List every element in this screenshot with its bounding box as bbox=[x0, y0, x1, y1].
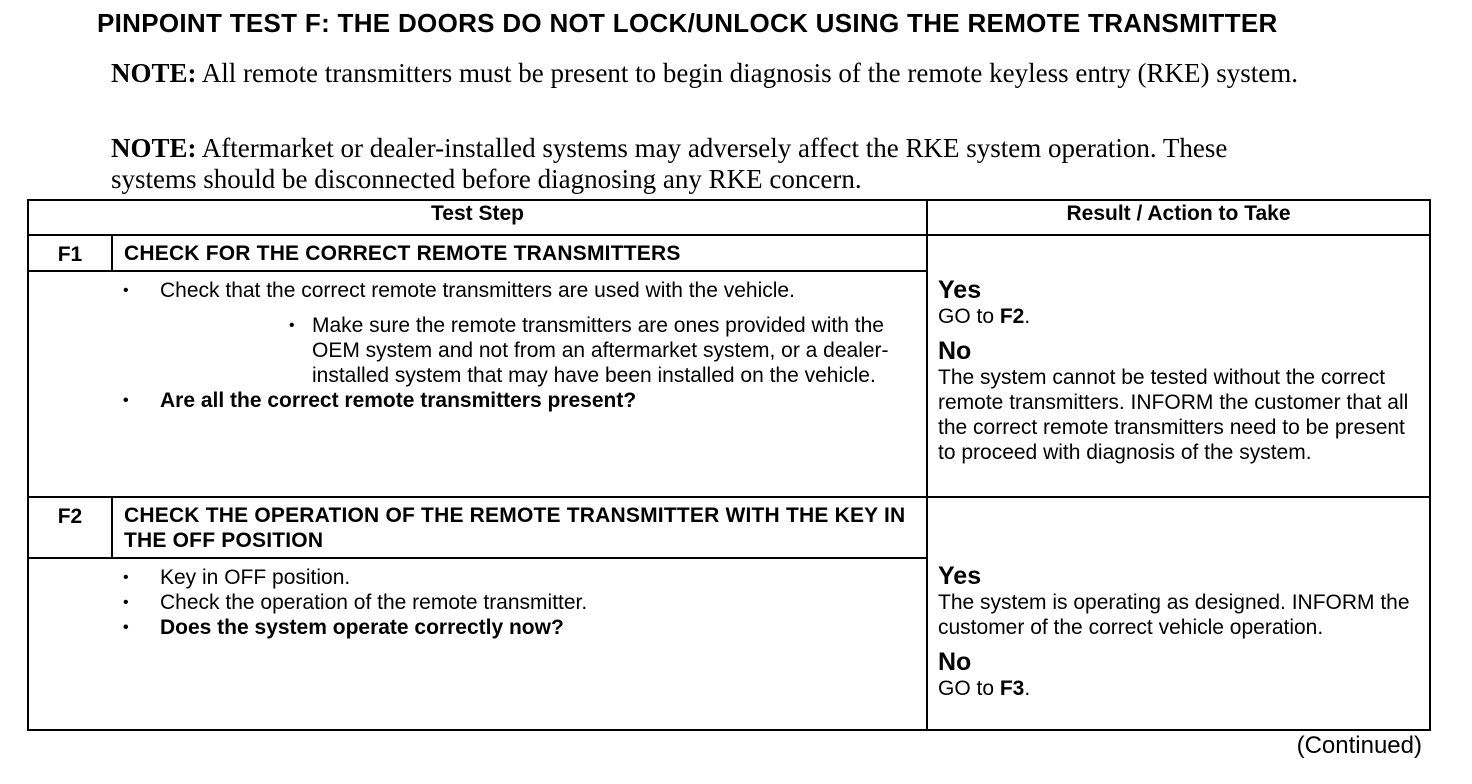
f1-no-text: The system cannot be tested without the correct remote transmitters. INFORM the customer that all the correct remote transmitters need to be present to proceed with diagnosis of the system. bbox=[938, 366, 1409, 464]
note-2 bbox=[111, 133, 1231, 195]
step-f1-heading-row bbox=[28, 235, 1430, 271]
f2-bullet-2: • Check the operation of the remote transmitter. bbox=[29, 590, 916, 615]
step-id-f1: F1 bbox=[28, 235, 112, 271]
column-header-test-step: Test Step bbox=[28, 200, 927, 235]
step-f2-heading-row bbox=[28, 497, 1430, 558]
f1-no-label: No bbox=[938, 337, 972, 365]
step-id-f2: F2 bbox=[28, 497, 112, 558]
f1-yes-ref: F2 bbox=[999, 305, 1025, 328]
f2-no-label: No bbox=[938, 648, 972, 676]
step-f1-heading: CHECK FOR THE CORRECT REMOTE TRANSMITTERS bbox=[112, 235, 927, 271]
note-2-text: Aftermarket or dealer-installed systems may adversely affect the RKE system operation. These systems should be disconnected before diagnosing any RKE concern. bbox=[111, 133, 1228, 194]
table-header-row bbox=[28, 200, 1430, 235]
f2-no-ref: F3 bbox=[999, 677, 1025, 700]
pinpoint-test-table bbox=[27, 199, 1431, 731]
f2-bullet-1: • Key in OFF position. bbox=[29, 565, 916, 590]
step-f2-heading: CHECK THE OPERATION OF THE REMOTE TRANSMITTER WITH THE KEY IN THE OFF POSITION bbox=[112, 497, 927, 558]
step-f1-result bbox=[927, 235, 1430, 497]
f1-bullet-1: • Check that the correct remote transmitters are used with the vehicle. • Make sure the remote transmitters are ones provided with the OEM system and not from an aftermarket system, or a dealer-installed system that may have been installed on the vehicle. bbox=[29, 278, 916, 388]
continued-label: (Continued) bbox=[1296, 732, 1422, 759]
f1-yes-text: GO to F2. bbox=[938, 305, 1031, 328]
f1-yes-label: Yes bbox=[938, 276, 982, 304]
step-f2-body bbox=[28, 558, 927, 730]
f1-sub-bullet-1: • Make sure the remote transmitters are ones provided with the OEM system and not from an aftermarket system, or a dealer-installed system that may have been installed on the vehicle. bbox=[160, 313, 916, 388]
f2-no-text: GO to F3. bbox=[938, 677, 1031, 700]
document-title: PINPOINT TEST F: THE DOORS DO NOT LOCK/UNLOCK USING THE REMOTE TRANSMITTER bbox=[97, 8, 1278, 38]
f1-question: • Are all the correct remote transmitters present? bbox=[29, 388, 916, 413]
f2-question: • Does the system operate correctly now? bbox=[29, 615, 916, 640]
step-f2-result bbox=[927, 497, 1430, 730]
note-1 bbox=[111, 58, 1351, 89]
column-header-result: Result / Action to Take bbox=[927, 200, 1430, 235]
step-f1-body bbox=[28, 271, 927, 497]
note-2-label: NOTE: bbox=[111, 133, 197, 163]
f2-yes-text: The system is operating as designed. INFORM the customer of the correct vehicle operation. bbox=[938, 591, 1410, 639]
note-1-label: NOTE: bbox=[111, 58, 197, 88]
f2-yes-label: Yes bbox=[938, 562, 982, 590]
note-1-text: All remote transmitters must be present to begin diagnosis of the remote keyless entry (RKE) system. bbox=[196, 58, 1299, 88]
